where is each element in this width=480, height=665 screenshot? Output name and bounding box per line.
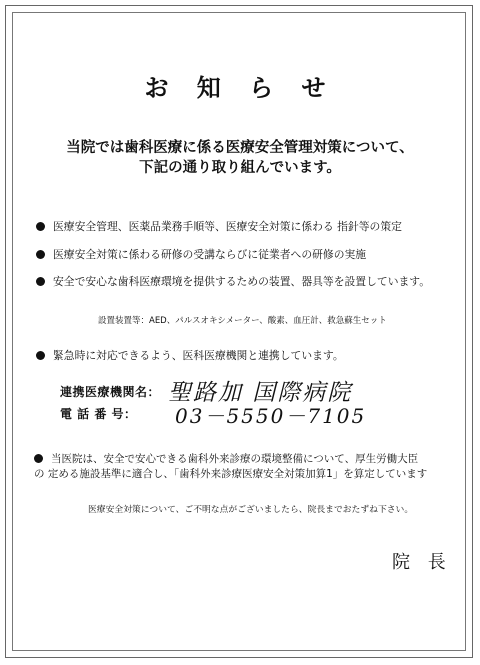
bullet-icon <box>36 250 45 259</box>
notice-title: お 知 ら せ <box>144 74 336 102</box>
contact-note: 医療安全対策について、ご不明な点がございましたら、院長までおたずね下さい。 <box>88 505 414 515</box>
bullet-icon <box>36 351 45 360</box>
phone-label: 電 話 番 号： <box>60 407 137 421</box>
bullet-icon <box>36 222 45 231</box>
bullet-icon <box>36 277 45 286</box>
hospital-label: 連携医療機関名： <box>60 385 161 399</box>
hospital-name: 聖路加 国際病院 <box>168 380 353 406</box>
list-item <box>36 247 366 262</box>
list-item <box>36 219 402 234</box>
intro-line-1: 当院では歯科医療に係る医療安全管理対策について、 <box>66 140 414 156</box>
final-item-line-1 <box>34 451 418 466</box>
item-text: 医療安全対策に係わる研修の受講ならびに従業者への研修の実施 <box>53 248 367 261</box>
emergency-text: 緊急時に対応できるよう、医科医療機関と連携しています。 <box>53 349 344 362</box>
signature: 院 長 <box>392 552 452 573</box>
final-text-1: 当医院は、安全で安心できる歯科外来診療の環境整備について、厚生労働大臣 <box>51 453 419 465</box>
intro-line-2: 下記の通り取り組んでいます。 <box>139 160 341 176</box>
list-item <box>36 274 430 289</box>
phone-number: 03－5550－7105 <box>175 404 367 428</box>
item-text: 安全で安心な歯科医療環境を提供するための装置、器具等を設置しています。 <box>53 275 431 288</box>
bullet-icon <box>34 454 43 463</box>
equipment-note: 設置装置等：AED、パルスオキシメーター、酸素、血圧計、救急蘇生セット <box>98 316 387 326</box>
item-text: 医療安全管理、医薬品業務手順等、医療安全対策に係わる 指針等の策定 <box>53 220 402 233</box>
list-item-emergency <box>36 348 344 363</box>
final-item-line-2: の 定める施設基準に適合し、「歯科外来診療医療安全対策加算1」を算定しています <box>34 468 428 480</box>
